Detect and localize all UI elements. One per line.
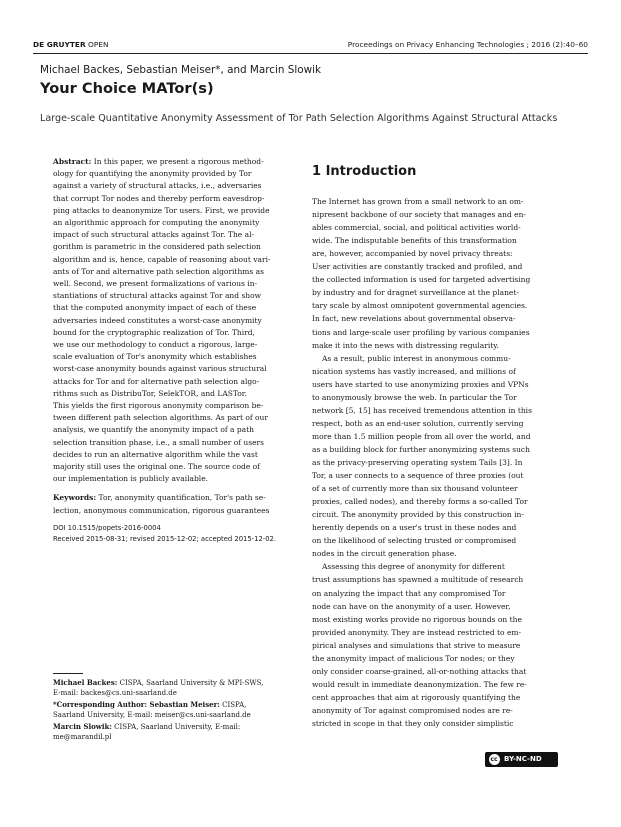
intro-line: circuit. The anonymity provided by this construction in- <box>312 510 524 520</box>
intro-line: Tor, a user connects to a sequence of three proxies (out <box>312 471 524 481</box>
abstract-line: that corrupt Tor nodes and thereby perform eavesdrop- <box>53 193 265 203</box>
intro-line: In fact, new revelations about governmental observa- <box>312 314 516 324</box>
footnote-rule <box>53 673 83 674</box>
intro-line: pirical analyses and simulations that strive to measure <box>312 640 521 650</box>
abstract-line: majority still uses the original one. The source code of <box>53 462 260 471</box>
paper-subtitle: Large-scale Quantitative Anonymity Assessment of Tor Path Selection Algorithms Against Structural Attacks <box>40 113 558 124</box>
intro-line: most existing works provide no rigorous bounds on the <box>312 614 522 624</box>
intro-line: only consider coarse-grained, all-or-nothing attacks that <box>312 666 527 676</box>
abstract-line: decides to run an alternative algorithm while the vast <box>53 449 258 459</box>
paper-title: Your Choice MATor(s) <box>40 80 214 97</box>
intro-line: of a set of currently more than six thousand volunteer <box>312 484 518 494</box>
intro-line: provided anonymity. They are instead restricted to em- <box>312 627 522 637</box>
abstract-line: adversaries indeed constitutes a worst-case anonymity <box>53 315 262 325</box>
intro-line: wide. The indisputable benefits of this transformation <box>312 236 517 246</box>
intro-line: trust assumptions has spawned a multitude of research <box>312 575 524 585</box>
affiliation-line: Marcin Slowik: CISPA, Saarland University, E-mail: <box>53 722 241 731</box>
abstract-line: worst-case anonymity bounds against various structural <box>53 364 267 374</box>
abstract-line: attacks for Tor and for alternative path selection algo- <box>53 376 260 386</box>
intro-line: tary scale by almost omnipotent governmental agencies. <box>312 301 528 311</box>
section-heading: 1 Introduction <box>312 164 417 179</box>
intro-line: cent approaches that aim at rigorously quantifying the <box>312 692 521 702</box>
abstract-line: ants of Tor and alternative path selection algorithms as <box>53 266 264 276</box>
license-badge[interactable] <box>485 752 558 767</box>
publisher-name: DE GRUYTER OPEN <box>33 40 109 49</box>
intro-line: stricted in scope in that they only consider simplistic <box>312 719 514 728</box>
intro-line: node can have on the anonymity of a user. However, <box>312 601 511 611</box>
intro-line: by industry and for dragnet surveillance at the planet- <box>312 288 519 298</box>
intro-line: The Internet has grown from a small network to an om- <box>312 197 524 206</box>
intro-line: nication systems has vastly increased, and millions of <box>312 366 516 376</box>
intro-line: User activities are constantly tracked and profiled, and <box>312 262 523 272</box>
keywords-line: Keywords: Tor, anonymity quantification, Tor's path se- <box>53 493 266 503</box>
abstract-line: against a variety of structural attacks, i.e., adversaries <box>53 181 262 191</box>
intro-line: herently depends on a user's trust in these nodes and <box>312 523 517 533</box>
intro-line: Assessing this degree of anonymity for different <box>322 562 505 572</box>
intro-line: anonymity of Tor against compromised nodes are re- <box>312 705 513 715</box>
abstract-line: gorithm is parametric in the considered path selection <box>53 242 261 252</box>
abstract-line: bound for the cryptographic realization of Tor. Third, <box>53 327 255 337</box>
affiliation-line: Saarland University, E-mail: meiser@cs.uni-saarland.de <box>53 711 251 719</box>
abstract-line: selection transition phase, i.e., a small number of users <box>53 437 264 447</box>
intro-line: ables commercial, social, and political activities world- <box>312 223 521 233</box>
received-dates: Received 2015-08-31; revised 2015-12-02; accepted 2015-12-02. <box>53 534 277 543</box>
keywords-line: lection, anonymous communication, rigorous guarantees <box>53 505 270 515</box>
intro-line: on analyzing the impact that any compromised Tor <box>312 588 506 598</box>
abstract-line: This yields the first rigorous anonymity comparison be- <box>53 401 264 410</box>
abstract-line: rithms such as DistribuTor, SelekTOR, and LASTor. <box>53 388 247 398</box>
intro-line: tions and large-scale user profiling by various companies <box>312 327 530 337</box>
intro-line: As a result, public interest in anonymous commu- <box>322 353 511 363</box>
intro-line: on the likelihood of selecting trusted or compromised <box>312 536 517 546</box>
author-list: Michael Backes, Sebastian Meiser*, and Marcin Slowik <box>40 64 322 76</box>
journal-citation: Proceedings on Privacy Enhancing Technologies ; 2016 (2):40–60 <box>347 40 588 49</box>
intro-line: the anonymity impact of malicious Tor nodes; or they <box>312 653 515 663</box>
intro-line: the collected information is used for targeted advertising <box>312 275 531 285</box>
abstract-line: we use our methodology to conduct a rigorous, large- <box>53 340 258 349</box>
abstract-line: algorithm and is, hence, capable of reasoning about vari- <box>53 254 271 264</box>
doi-text: DOI 10.1515/popets-2016-0004 <box>53 523 161 532</box>
abstract-line: ology for quantifying the anonymity provided by Tor <box>53 169 252 179</box>
abstract-line: impact of such structural attacks against Tor. The al- <box>53 230 255 240</box>
intro-line: network [5, 15] has received tremendous attention in this <box>312 405 532 415</box>
affiliation-line: E-mail: backes@cs.uni-saarland.de <box>53 689 177 697</box>
affiliation-line: Michael Backes: CISPA, Saarland University & MPI-SWS, <box>53 678 264 687</box>
intro-line: would result in immediate deanonymization. The few re- <box>312 679 527 689</box>
abstract-line: well. Second, we present formalizations of various in- <box>53 279 258 288</box>
affiliation-line: me@marandil.pl <box>53 733 112 741</box>
license-label: BY-NC-ND <box>504 755 542 763</box>
abstract-line: analysis, we quantify the anonymity impact of a path <box>53 425 254 435</box>
abstract-line: ping attacks to deanonymize Tor users. First, we provide <box>53 205 270 215</box>
abstract-line: Abstract: In this paper, we present a rigorous method- <box>53 157 264 166</box>
intro-line: proxies, called nodes), and thereby forms a so-called Tor <box>312 497 528 507</box>
abstract-line: tween different path selection algorithms. As part of our <box>53 413 268 423</box>
intro-line: make it into the news with distressing regularity. <box>312 340 499 350</box>
abstract-line: scale evaluation of Tor's anonymity which establishes <box>53 352 257 362</box>
abstract-line: our implementation is publicly available. <box>53 474 209 484</box>
intro-line: nodes in the circuit generation phase. <box>312 549 457 559</box>
affiliation-line: *Corresponding Author: Sebastian Meiser: CISPA, <box>53 700 247 709</box>
intro-line: as a building block for further anonymizing systems such <box>312 444 530 454</box>
intro-line: to anonymously browse the web. In particular the Tor <box>312 392 517 402</box>
creative-commons-icon: cc <box>489 754 500 765</box>
intro-line: users have started to use anonymizing proxies and VPNs <box>312 379 529 389</box>
intro-line: as the privacy-preserving operating system Tails [3]. In <box>312 458 523 467</box>
intro-line: nipresent backbone of our society that manages and en- <box>312 210 526 220</box>
abstract-line: stantiations of structural attacks against Tor and show <box>53 291 262 301</box>
header-rule <box>33 53 588 54</box>
abstract-line: that the computed anonymity impact of each of these <box>53 303 257 313</box>
intro-line: are, however, accompanied by novel privacy threats: <box>312 249 513 259</box>
intro-line: respect, both as an end-user solution, currently serving <box>312 418 524 428</box>
abstract-line: an algorithmic approach for computing the anonymity <box>53 218 260 227</box>
intro-line: more than 1.5 million people from all over the world, and <box>312 431 531 441</box>
